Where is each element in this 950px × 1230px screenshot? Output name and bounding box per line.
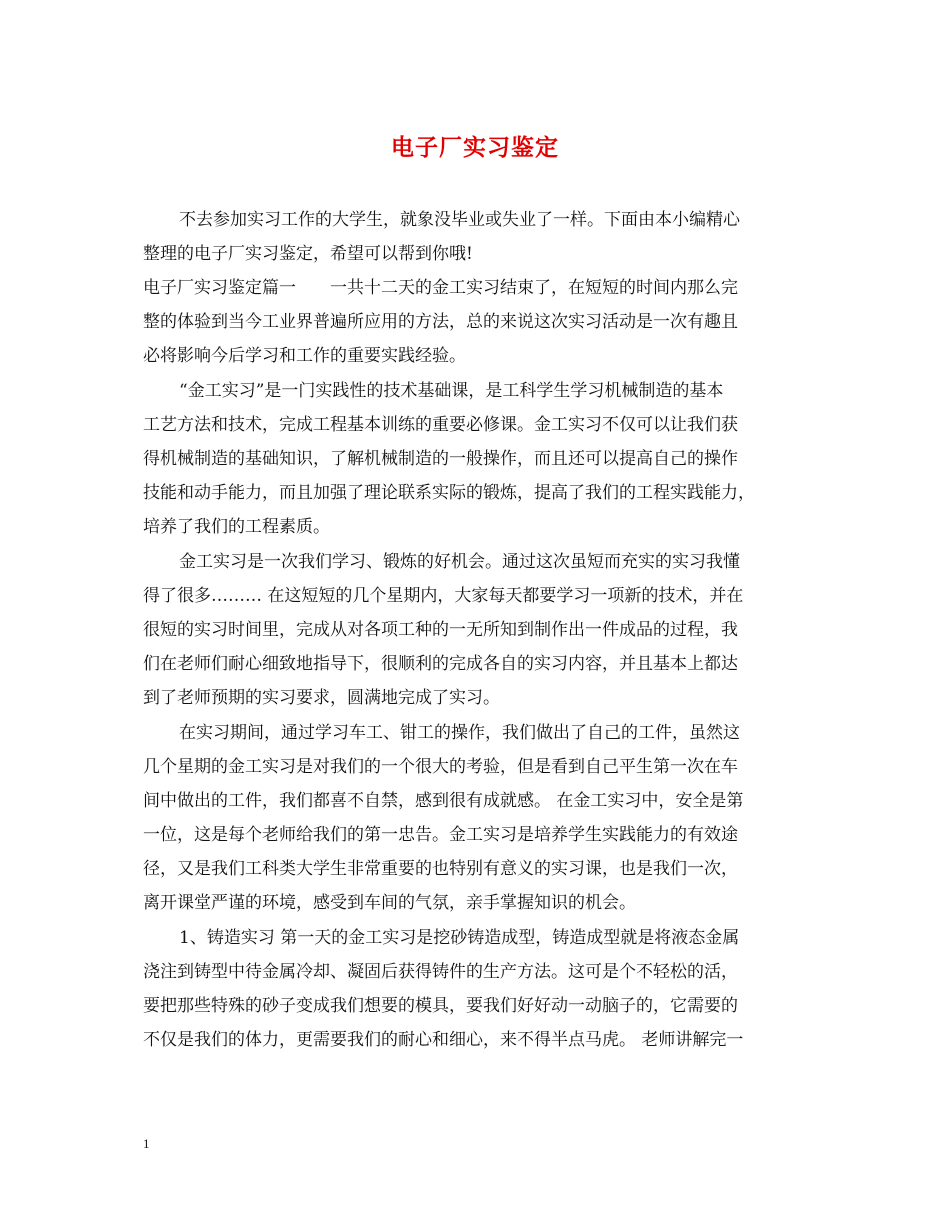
text-line: 整理的电子厂实习鉴定，希望可以帮到你哦! — [143, 244, 473, 264]
text-line: 到了老师预期的实习要求，圆满地完成了实习。 — [143, 688, 500, 708]
page-number: 1 — [143, 1136, 150, 1151]
text-line: 径，又是我们工科类大学生非常重要的也特别有意义的实习课，也是我们一次， — [143, 859, 738, 879]
text-line: 必将影响今后学习和工作的重要实践经验。 — [143, 346, 466, 366]
text-line: 得机械制造的基础知识，了解机械制造的一般操作，而且还可以提高自己的操作 — [143, 449, 738, 469]
text-line: 技能和动手能力，而且加强了理论联系实际的锻炼，提高了我们的工程实践能力， — [143, 483, 755, 503]
text-line: 在实习期间，通过学习车工、钳工的操作，我们做出了自己的工件，虽然这 — [179, 723, 740, 743]
text-line: 一位，这是每个老师给我们的第一忠告。金工实习是培养学生实践能力的有效途 — [143, 825, 738, 845]
text-line: 间中做出的工件，我们都喜不自禁，感到很有成就感。 在金工实习中，安全是第 — [143, 791, 744, 811]
text-line: 工艺方法和技术，完成工程基本训练的重要必修课。金工实习不仅可以让我们获 — [143, 415, 738, 435]
text-line: 整的体验到当今工业界普遍所应用的方法，总的来说这次实习活动是一次有趣且 — [143, 312, 738, 332]
text-line: 很短的实习时间里，完成从对各项工种的一无所知到制作出一件成品的过程，我 — [143, 620, 738, 640]
text-line: 不仅是我们的体力，更需要我们的耐心和细心，来不得半点马虎。 老师讲解完一 — [143, 1030, 744, 1050]
text-line: “金工实习”是一门实践性的技术基础课，是工科学生学习机械制造的基本 — [179, 381, 724, 401]
text-line: 浇注到铸型中待金属冷却、凝固后获得铸件的生产方法。这可是个不轻松的活， — [143, 962, 738, 982]
text-line: 得了很多……… 在这短短的几个星期内，大家每天都要学习一项新的技术，并在 — [143, 586, 744, 606]
text-line: 金工实习是一次我们学习、锻炼的好机会。通过这次虽短而充实的实习我懂 — [179, 552, 740, 572]
text-line: 们在老师们耐心细致地指导下，很顺利的完成各自的实习内容，并且基本上都达 — [143, 654, 738, 674]
text-line: 培养了我们的工程素质。 — [143, 517, 330, 537]
text-line: 几个星期的金工实习是对我们的一个很大的考验，但是看到自己平生第一次在车 — [143, 757, 738, 777]
text-line: 电子厂实习鉴定篇一 一共十二天的金工实习结束了，在短短的时间内那么完 — [143, 278, 738, 298]
text-line: 离开课堂严谨的环境，感受到车间的气氛，亲手掌握知识的机会。 — [143, 893, 636, 913]
text-line: 要把那些特殊的砂子变成我们想要的模具，要我们好好动一动脑子的，它需要的 — [143, 996, 738, 1016]
text-line: 1、铸造实习 第一天的金工实习是挖砂铸造成型，铸造成型就是将液态金属 — [179, 928, 740, 948]
text-line: 不去参加实习工作的大学生，就象没毕业或失业了一样。下面由本小编精心 — [179, 210, 740, 230]
page-title: 电子厂实习鉴定 — [391, 134, 559, 161]
